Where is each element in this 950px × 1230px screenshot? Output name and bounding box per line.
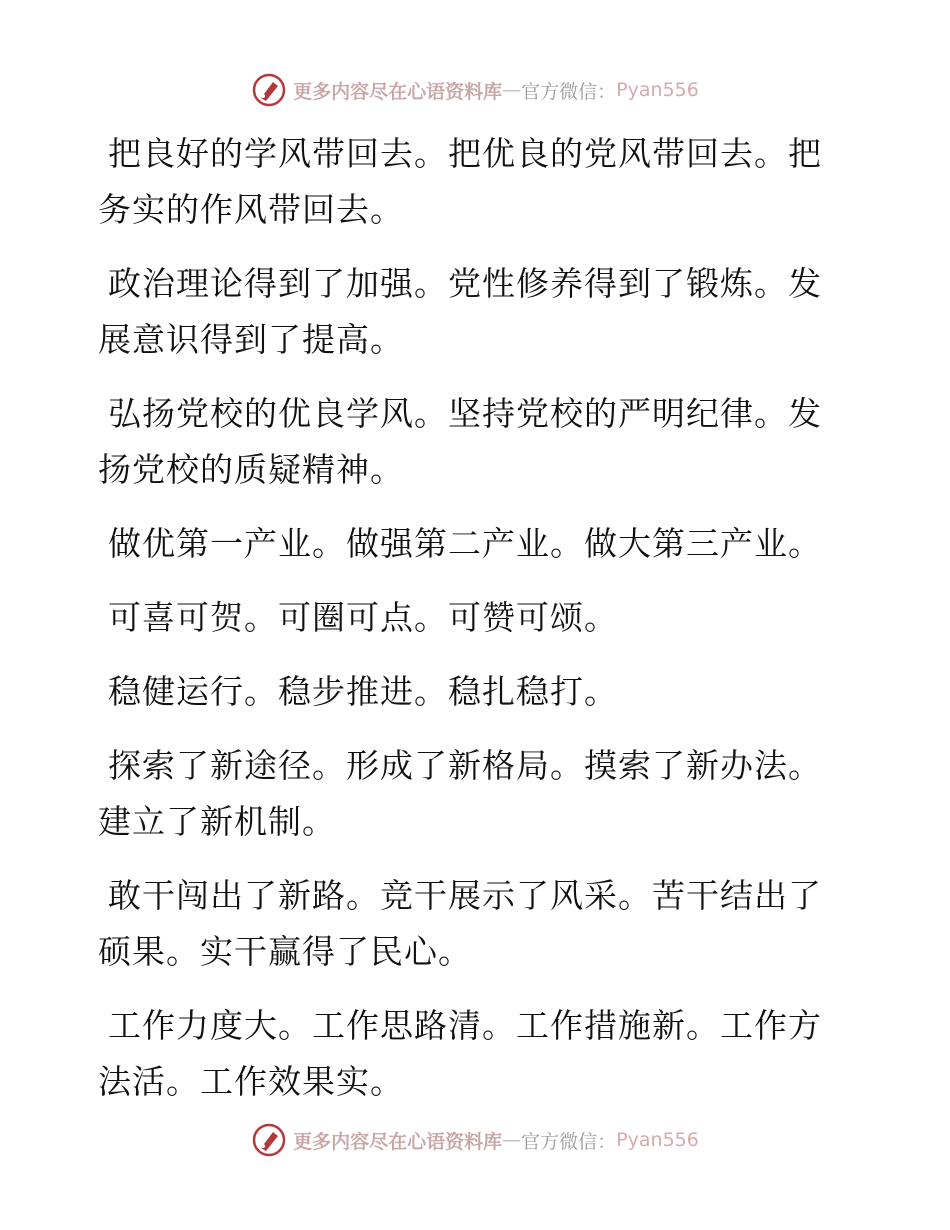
header-banner [0, 70, 950, 110]
paragraph-1: 把良好的学风带回去。把优良的党风带回去。把务实的作风带回去。 [98, 134, 822, 229]
paragraph-9: 工作力度大。工作思路清。工作措施新。工作方法活。工作效果实。 [98, 1006, 822, 1101]
paragraph-5: 可喜可贺。可圈可点。可赞可颂。 [108, 598, 618, 637]
header-site-name: 更多内容尽在心语资料库 [293, 80, 503, 103]
pen-nib-logo-icon [251, 72, 287, 108]
footer-wechat-label: 官方微信： [521, 1130, 617, 1153]
pen-nib-logo-icon [251, 1122, 287, 1158]
paragraph-6: 稳健运行。稳步推进。稳扎稳打。 [108, 672, 618, 711]
paragraph-3: 弘扬党校的优良学风。坚持党校的严明纪律。发扬党校的质疑精神。 [98, 394, 822, 489]
footer-wechat-id: Pyan556 [616, 1129, 699, 1151]
paragraph-8: 敢干闯出了新路。竞干展示了风采。苦干结出了硕果。实干赢得了民心。 [98, 876, 822, 971]
header-wechat-id: Pyan556 [616, 79, 699, 101]
paragraph-2: 政治理论得到了加强。党性修养得到了锻炼。发展意识得到了提高。 [98, 264, 822, 359]
document-body [98, 126, 838, 1128]
footer-banner [0, 1120, 950, 1160]
paragraph-4: 做优第一产业。做强第二产业。做大第三产业。 [108, 524, 822, 563]
paragraph-7: 探索了新途径。形成了新格局。摸索了新办法。建立了新机制。 [98, 746, 822, 841]
footer-site-name: 更多内容尽在心语资料库 [293, 1130, 503, 1153]
footer-dash: — [502, 1129, 522, 1151]
header-wechat-label: 官方微信： [521, 80, 617, 103]
header-dash: — [502, 79, 522, 101]
